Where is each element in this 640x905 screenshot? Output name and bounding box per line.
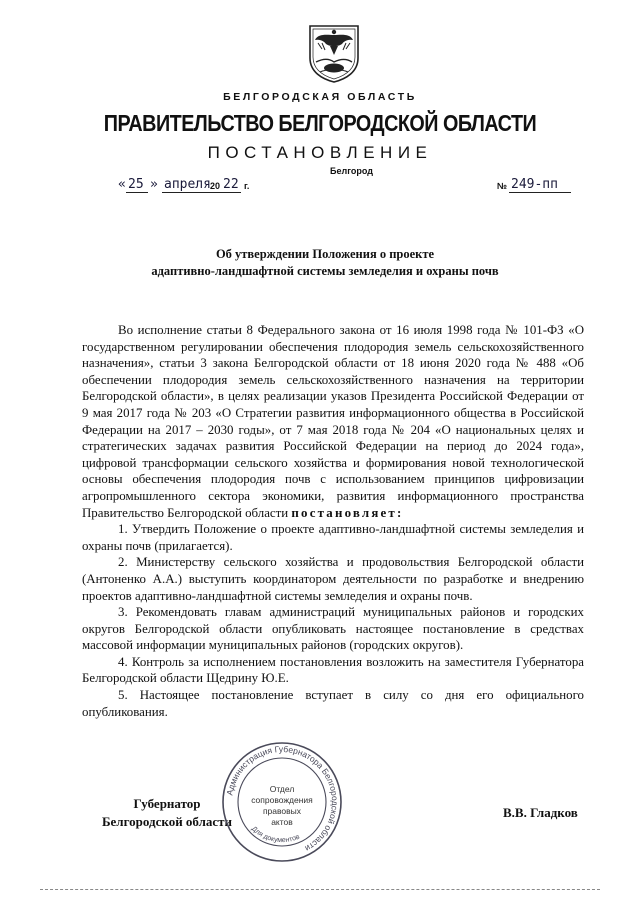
preamble-paragraph xyxy=(82,322,584,521)
date-open-quote: « xyxy=(118,177,126,192)
item-3: 3. Рекомендовать главам администраций муниципальных районов и городских округов Белгородской области опубликовать настоящее постановление в средствах массовой информации муниципальных районов (городских округов). xyxy=(82,605,584,653)
date-year-prefix: 20 xyxy=(210,181,221,191)
date-year-underline xyxy=(221,192,241,193)
date-close-quote: » xyxy=(150,177,158,192)
number-value: 249-пп xyxy=(511,177,558,192)
number-underline xyxy=(509,192,571,193)
coat-of-arms-icon xyxy=(306,22,362,84)
region-name: БЕЛГОРОДСКАЯ ОБЛАСТЬ xyxy=(223,91,417,103)
item-2: 2. Министерству сельского хозяйства и продовольствия Белгородской области (Антоненко А.А.) выступить координатором деятельности по разработке и внедрению проектов адаптивно-ландшафтной системы земледелия и охраны почв. xyxy=(82,555,584,603)
stamp-center-line-2: сопровождения xyxy=(251,795,313,805)
title-line-2: адаптивно-ландшафтной системы земледелия и охраны почв xyxy=(151,264,499,278)
stamp-ring-text: Администрация Губернатора Белгородской области xyxy=(224,743,341,854)
stamp-center-line-3: правовых xyxy=(262,806,302,816)
item-1: 1. Утвердить Положение о проекте адаптивно-ландшафтной системы земледелия и охраны почв (прилагается). xyxy=(82,522,584,553)
item-4: 4. Контроль за исполнением постановления возложить на заместителя Губернатора Белгородской области Щедрину Ю.Е. xyxy=(82,654,584,686)
document-title xyxy=(90,246,560,280)
city-name: Белгород xyxy=(330,166,373,176)
document-body xyxy=(82,322,584,720)
government-name: ПРАВИТЕЛЬСТВО БЕЛГОРОДСКОЙ ОБЛАСТИ xyxy=(103,110,537,136)
stamp-bottom-text: Для документов xyxy=(250,825,301,845)
date-year-unit: г. xyxy=(244,181,250,191)
date-year-suffix: 22 xyxy=(223,177,239,192)
date-day: 25 xyxy=(128,177,144,192)
svg-text:Для документов xyxy=(250,825,301,844)
date-day-underline xyxy=(126,192,148,193)
item-5: 5. Настоящее постановление вступает в силу со дня его официального опубликования. xyxy=(82,688,584,719)
stamp-center-line-4: актов xyxy=(271,817,293,827)
date-month: апреля xyxy=(164,177,211,192)
stamp-center-line-1: Отдел xyxy=(269,784,295,794)
bottom-divider xyxy=(40,889,600,890)
official-stamp xyxy=(220,740,344,864)
title-line-1: Об утверждении Положения о проекте xyxy=(215,247,435,261)
number-sign: № xyxy=(497,181,508,191)
decree-word: постановляет: xyxy=(291,505,404,520)
signatory-name: В.В. Гладков xyxy=(503,805,578,820)
document-type: ПОСТАНОВЛЕНИЕ xyxy=(207,143,433,162)
position-line-2: Белгородской области xyxy=(101,814,233,829)
position-line-1: Губернатор xyxy=(133,796,201,811)
preamble-text: Во исполнение статьи 8 Федерального закона от 16 июля 1998 года № 101-ФЗ «О государственном регулировании обеспечения плодородия земель сельскохозяйственного назначения», статьи 3 закона Белгородской области от 18 июня 2020 года № 488 «Об обеспечении плодородия земель сельскохозяйственного назначения на территории Белгородской области», в целях реализации указов Президента Российской Федерации от 9 мая 2017 года № 203 «О Стратегии развития информационного общества в Российской Федерации на 2017 – 2030 годы», от 7 мая 2018 года № 204 «О национальных целях и стратегических задачах развития Российской Федерации на период до 2024 года», цифровой трансформации сельского хозяйства и формирования новой технологической основы обеспечения плодородия почв с использованием принципов цифровизации агропромышленного сектора экономики, развития информационного пространства Правительство Белгородской области xyxy=(82,323,584,520)
